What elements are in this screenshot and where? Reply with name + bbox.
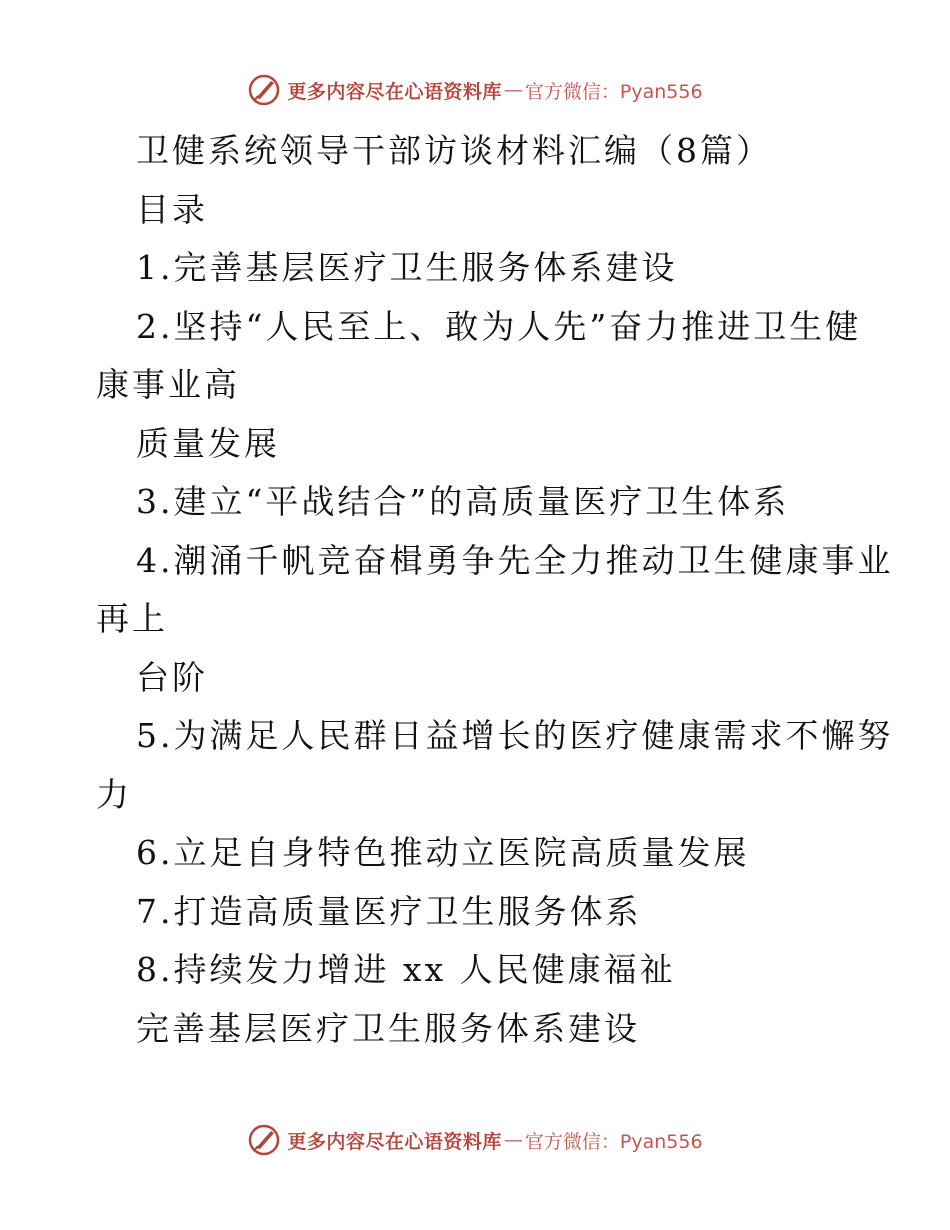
toc-line: 6.立足自身特色推动立医院高质量发展 [136,833,750,872]
quill-circle-logo-icon [247,73,281,107]
toc-line: 2.坚持“人民至上、敢为人先”奋力推进卫生健 [136,306,862,346]
document-title: 卫健系统领导干部访谈材料汇编（8篇） [136,131,772,170]
watermark-brand: 更多内容尽在心语资料库 [287,1130,502,1153]
toc-line: 4.潮涌千帆竞奋楫勇争先全力推动卫生健康事业 [136,540,894,580]
footer-watermark [0,1120,950,1160]
document-body [96,122,894,1058]
quill-circle-logo-icon [247,1123,281,1157]
watermark-separator: — [503,79,523,101]
toc-line: 再上 [96,599,168,638]
toc-line: 7.打造高质量医疗卫生服务体系 [136,891,642,931]
watermark-wechat: 官方微信：Pyan556 [524,1130,703,1153]
toc-line: 台阶 [136,657,208,697]
toc-line: 康事业高 [96,365,240,404]
toc-line: 5.为满足人民群日益增长的医疗健康需求不懈努 [136,716,894,755]
toc-line: 力 [96,774,132,814]
watermark-brand: 更多内容尽在心语资料库 [287,80,502,103]
section-heading: 完善基层医疗卫生服务体系建设 [136,1008,640,1048]
watermark-wechat: 官方微信：Pyan556 [524,80,703,103]
toc-line: 3.建立“平战结合”的高质量医疗卫生体系 [136,482,790,521]
table-of-contents [96,239,894,1000]
toc-line: 质量发展 [136,423,280,463]
watermark-separator: — [503,1129,523,1151]
toc-line: 8.持续发力增进 xx 人民健康福祉 [136,950,676,989]
header-watermark [0,70,950,110]
toc-line: 1.完善基层医疗卫生服务体系建设 [136,248,678,287]
toc-heading: 目录 [136,189,208,229]
